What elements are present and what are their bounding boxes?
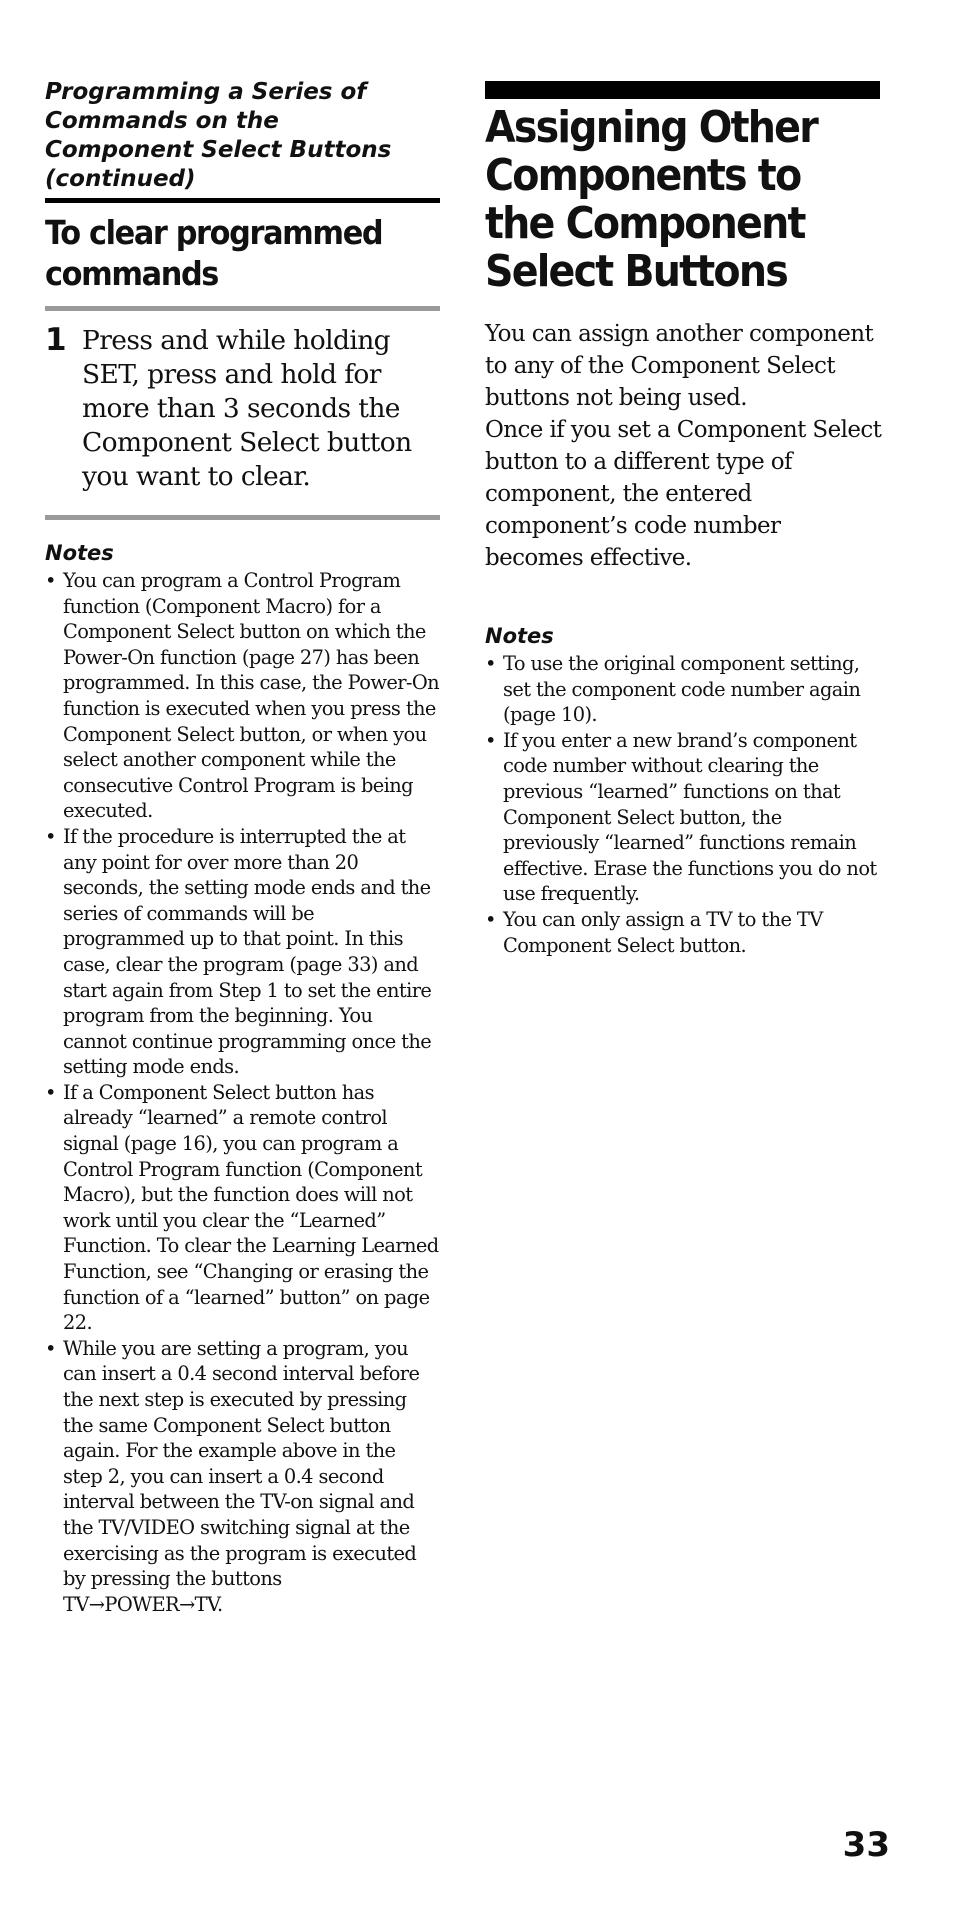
- bullet-icon: •: [45, 1336, 56, 1360]
- note-item: • You can only assign a TV to the TV Component Select button.: [485, 907, 823, 957]
- bullet-icon: •: [45, 569, 56, 592]
- intro-paragraph: Once if you set a Component Select button to a different type of component, the entered component’s code number becomes effective.: [485, 417, 882, 571]
- note-item: • You can program a Control Program function (Component Macro) for a Component Select button on which the Power-On function (page 27) has been programmed. In this case, the Power-On function is executed when you press the Component Select button, or when you select another component while the consecutive Control Program is being executed.: [45, 569, 440, 823]
- note-item: • If a Component Select button has already “learned” a remote control signal (page 16), you can program a Control Program function (Component Macro), but the function does will not work until you clear the “Learned” Function. To clear the Learning Learned Function, see “Changing or erasing the function of a “learned” button” on page 22.: [45, 1080, 439, 1335]
- continued-heading: Programming a Series of Commands on the Component Select Buttons (continued): [45, 79, 392, 192]
- section-rule: [45, 198, 440, 203]
- page-title: Assigning Other Components to the Component Select Buttons: [485, 102, 817, 297]
- section-title: To clear programmed commands: [45, 213, 383, 293]
- notes-heading: Notes: [485, 624, 554, 648]
- notes-list: [485, 651, 880, 958]
- note-item: • If the procedure is interrupted the at any point for over more than 20 seconds, the setting mode ends and the series of commands will be programmed up to that point. In this case, clear the program (page 33) and start again from Step 1 to set the entire program from the beginning. You cannot continue programming once the setting mode ends.: [45, 824, 432, 1079]
- notes-list: [45, 568, 440, 1617]
- page-number: 33: [842, 1825, 890, 1865]
- bullet-icon: •: [485, 728, 496, 752]
- bullet-icon: •: [45, 1080, 56, 1104]
- left-notes: [45, 540, 440, 1617]
- title-bar: [485, 81, 880, 99]
- bullet-icon: •: [45, 824, 56, 848]
- intro-paragraph: You can assign another component to any of the Component Select buttons not being used.: [485, 321, 874, 411]
- step-top-rule: [45, 306, 440, 311]
- note-item: • While you are setting a program, you can insert a 0.4 second interval before the next step is executed by pressing the same Component Select button again. For the example above in the step 2, you can insert a 0.4 second interval between the TV-on signal and the TV/VIDEO switching signal at the exercising as the program is executed by pressing the buttons TV→POWER→TV.: [45, 1336, 420, 1616]
- bullet-icon: •: [485, 907, 496, 931]
- notes-heading: Notes: [45, 541, 114, 565]
- note-item: • To use the original component setting, set the component code number again (page 10).: [485, 652, 861, 727]
- right-notes: [485, 623, 880, 958]
- step-text: Press and while holding SET, press and hold for more than 3 seconds the Component Select button you want to clear.: [82, 325, 412, 492]
- intro-text: [485, 318, 885, 574]
- note-item: • If you enter a new brand’s component code number without clearing the previous “learned” functions on that Component Select button, the previously “learned” functions remain effective. Erase the functions you do not use frequently.: [485, 728, 877, 906]
- step-number: 1: [45, 322, 67, 358]
- bullet-icon: •: [485, 652, 496, 675]
- step-bottom-rule: [45, 515, 440, 520]
